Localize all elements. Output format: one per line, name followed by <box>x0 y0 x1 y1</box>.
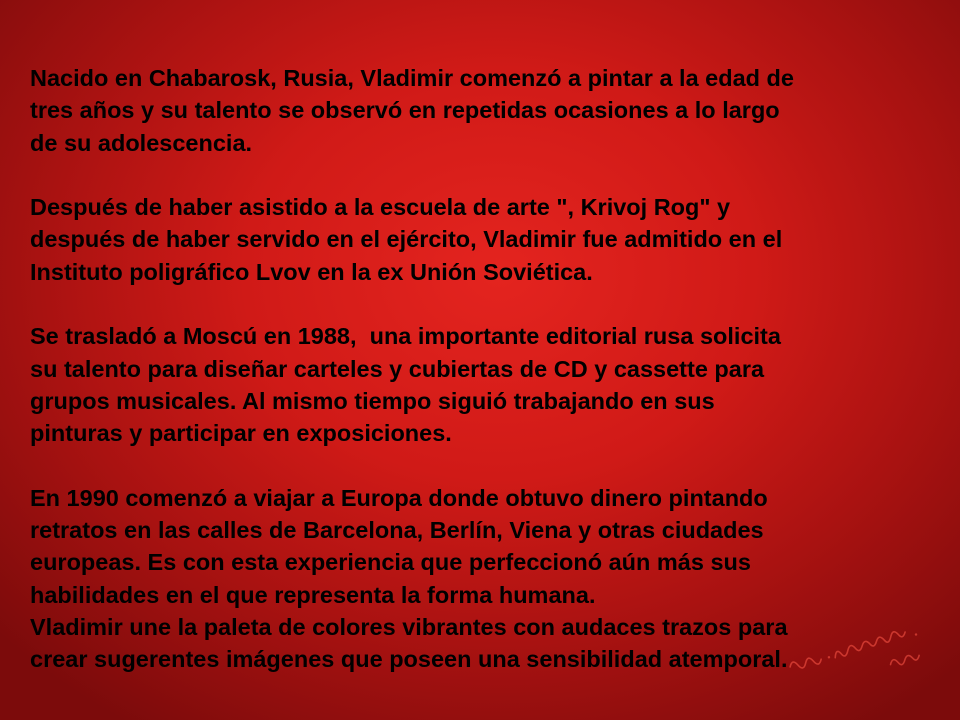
paragraph-line: Se trasladó a Moscú en 1988, una importante editorial rusa solicita <box>30 323 781 350</box>
paragraph-1 <box>30 62 794 159</box>
paragraph-2 <box>30 191 794 288</box>
paragraph-5 <box>30 611 794 676</box>
paragraph-line: Después de haber asistido a la escuela de arte ", Krivoj Rog" y <box>30 194 731 221</box>
paragraph-line: europeas. Es con esta experiencia que perfeccionó aún más sus <box>30 549 751 576</box>
paragraph-line: de su adolescencia. <box>30 129 253 156</box>
paragraph-line: Nacido en Chabarosk, Rusia, Vladimir comenzó a pintar a la edad de <box>30 65 794 91</box>
paragraph-4 <box>30 482 794 611</box>
slide-body-text <box>30 62 794 676</box>
paragraph-line: habilidades en el que representa la forma humana. <box>30 581 596 608</box>
paragraph-line: retratos en las calles de Barcelona, Berlín, Viena y otras ciudades <box>30 517 764 544</box>
paragraph-line: Vladimir une la paleta de colores vibrantes con audaces trazos para <box>30 614 788 641</box>
paragraph-line: crear sugerentes imágenes que poseen una sensibilidad atemporal. <box>30 646 788 673</box>
paragraph-line: su talento para diseñar carteles y cubiertas de CD y cassette para <box>30 355 765 382</box>
paragraph-line: pinturas y participar en exposiciones. <box>30 420 452 447</box>
paragraph-line: Instituto poligráfico Lvov en la ex Unión Soviética. <box>30 258 593 285</box>
paragraph-3 <box>30 320 794 449</box>
paragraph-line: tres años y su talento se observó en repetidas ocasiones a lo largo <box>30 97 780 124</box>
paragraph-line: después de haber servido en el ejército, Vladimir fue admitido en el <box>30 226 783 253</box>
paragraph-line: grupos musicales. Al mismo tiempo siguió trabajando en sus <box>30 387 715 414</box>
paragraph-line: En 1990 comenzó a viajar a Europa donde obtuvo dinero pintando <box>30 484 768 511</box>
watermark-logo-icon <box>779 611 939 706</box>
